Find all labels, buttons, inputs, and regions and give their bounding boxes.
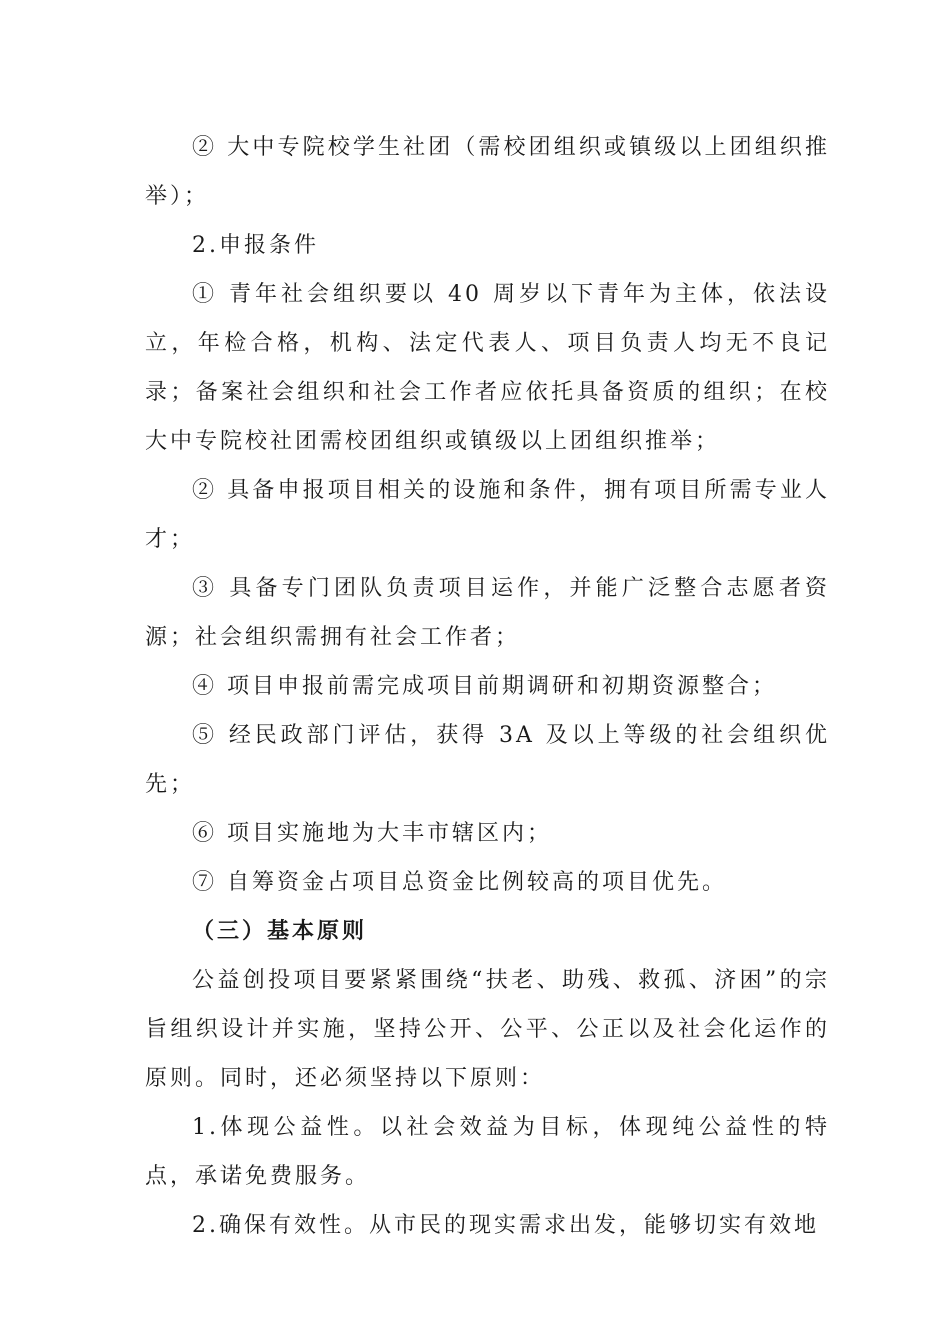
section-heading-basic-principles: （三）基本原则 [192, 918, 368, 944]
paragraph-condition-3: ③ 具备专门团队负责项目运作，并能广泛整合志愿者资源；社会组织需拥有社会工作者； [145, 576, 830, 650]
paragraph-principles-intro: 公益创投项目要紧紧围绕“扶老、助残、救孤、济困”的宗旨组织设计并实施，坚持公开、公平、公正以及社会化运作的原则。同时，还必须坚持以下原则： [145, 968, 830, 1091]
paragraph-principle-effectiveness: 2.确保有效性。从市民的现实需求出发，能够切实有效地 [192, 1213, 819, 1238]
document-body [145, 123, 830, 1250]
paragraph-principle-public-welfare: 1.体现公益性。以社会效益为目标，体现纯公益性的特点，承诺免费服务。 [145, 1115, 830, 1189]
paragraph-condition-7: ⑦ 自筹资金占项目总资金比例较高的项目优先。 [192, 870, 727, 895]
paragraph-condition-5: ⑤ 经民政部门评估，获得 3A 及以上等级的社会组织优先； [145, 723, 830, 797]
paragraph-condition-2: ② 具备申报项目相关的设施和条件，拥有项目所需专业人才； [145, 478, 830, 552]
paragraph-condition-6: ⑥ 项目实施地为大丰市辖区内； [192, 821, 552, 846]
paragraph-condition-4: ④ 项目申报前需完成项目前期调研和初期资源整合； [192, 674, 777, 699]
paragraph-application-conditions-title: 2.申报条件 [192, 233, 319, 258]
paragraph-student-societies: ② 大中专院校学生社团（需校团组织或镇级以上团组织推举）； [145, 135, 830, 209]
paragraph-condition-1: ① 青年社会组织要以 40 周岁以下青年为主体，依法设立，年检合格，机构、法定代表人、项目负责人均无不良记录；备案社会组织和社会工作者应依托具备资质的组织；在校大中专院校社团需校团组织或镇级以上团组织推举； [145, 282, 830, 454]
